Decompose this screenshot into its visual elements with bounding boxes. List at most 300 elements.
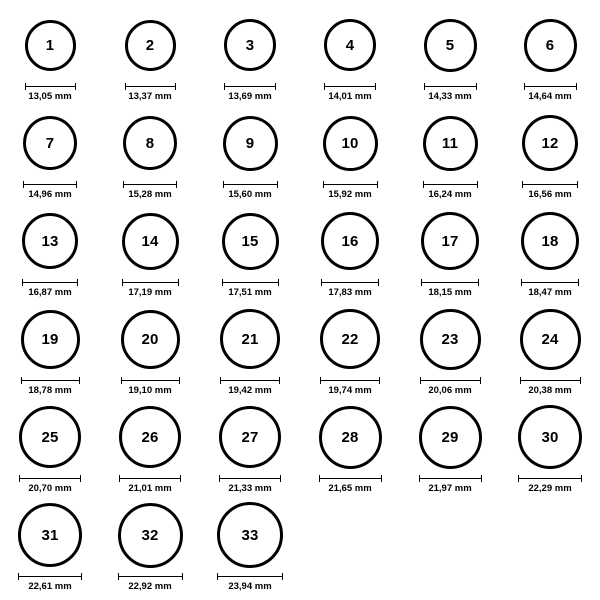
dimension-bar bbox=[123, 184, 177, 185]
ring-circle-icon bbox=[217, 502, 283, 568]
diameter-value: 16,87 mm bbox=[28, 287, 72, 298]
dimension-cap-right bbox=[279, 377, 280, 384]
ring-size-label: 13 bbox=[41, 232, 59, 250]
dimension-cap-right bbox=[277, 181, 278, 188]
dimension-cap-left bbox=[224, 83, 225, 90]
dimension-annotation bbox=[19, 475, 81, 494]
ring-size-cell bbox=[300, 106, 400, 204]
ring-circle-icon bbox=[520, 309, 581, 370]
diameter-value: 15,60 mm bbox=[228, 189, 272, 200]
diameter-value: 19,10 mm bbox=[128, 385, 172, 396]
dimension-cap-right bbox=[577, 181, 578, 188]
ring-size-label: 32 bbox=[141, 526, 159, 544]
diameter-value: 16,24 mm bbox=[428, 189, 472, 200]
ring-circle-wrapper bbox=[18, 498, 82, 572]
dimension-annotation bbox=[520, 377, 581, 396]
dimension-annotation bbox=[222, 279, 279, 298]
ring-circle-wrapper bbox=[224, 8, 276, 82]
ring-circle-icon bbox=[23, 116, 77, 170]
ring-circle-wrapper bbox=[23, 106, 77, 180]
ring-size-cell bbox=[0, 498, 100, 596]
dimension-cap-right bbox=[477, 181, 478, 188]
dimension-cap-right bbox=[578, 279, 579, 286]
dimension-cap-left bbox=[18, 573, 19, 580]
ring-size-label: 33 bbox=[241, 526, 259, 544]
dimension-cap-right bbox=[576, 83, 577, 90]
ring-circle-icon bbox=[421, 212, 479, 270]
ring-circle-icon bbox=[522, 115, 578, 171]
dimension-annotation bbox=[521, 279, 579, 298]
dimension-bar bbox=[224, 86, 276, 87]
ring-circle-wrapper bbox=[25, 8, 76, 82]
diameter-value: 23,94 mm bbox=[228, 581, 272, 592]
dimension-cap-right bbox=[378, 279, 379, 286]
ring-circle-icon bbox=[118, 503, 183, 568]
dimension-line-icon bbox=[25, 83, 76, 90]
ring-circle-wrapper bbox=[518, 400, 582, 474]
dimension-cap-left bbox=[121, 377, 122, 384]
dimension-cap-left bbox=[223, 181, 224, 188]
ring-circle-icon bbox=[22, 213, 78, 269]
ring-size-label: 28 bbox=[341, 428, 359, 446]
ring-circle-wrapper bbox=[223, 106, 278, 180]
diameter-value: 14,33 mm bbox=[428, 91, 472, 102]
dimension-cap-left bbox=[524, 83, 525, 90]
dimension-line-icon bbox=[219, 475, 281, 482]
dimension-bar bbox=[518, 478, 582, 479]
ring-size-cell bbox=[500, 400, 600, 498]
dimension-annotation bbox=[220, 377, 280, 396]
dimension-bar bbox=[18, 576, 82, 577]
ring-size-cell bbox=[300, 8, 400, 106]
dimension-cap-right bbox=[381, 475, 382, 482]
dimension-line-icon bbox=[323, 181, 378, 188]
ring-size-label: 16 bbox=[341, 232, 359, 250]
dimension-cap-right bbox=[182, 573, 183, 580]
ring-circle-icon bbox=[424, 19, 477, 72]
ring-size-cell bbox=[0, 204, 100, 302]
ring-size-label: 11 bbox=[441, 134, 459, 152]
dimension-bar bbox=[217, 576, 283, 577]
dimension-cap-right bbox=[178, 279, 179, 286]
dimension-cap-right bbox=[79, 377, 80, 384]
ring-size-label: 1 bbox=[45, 36, 55, 54]
ring-size-cell bbox=[400, 400, 500, 498]
dimension-cap-left bbox=[125, 83, 126, 90]
dimension-cap-left bbox=[123, 181, 124, 188]
dimension-cap-right bbox=[375, 83, 376, 90]
ring-circle-wrapper bbox=[320, 302, 380, 376]
ring-size-label: 25 bbox=[41, 428, 59, 446]
dimension-annotation bbox=[123, 181, 177, 200]
ring-circle-wrapper bbox=[220, 302, 280, 376]
ring-size-label: 24 bbox=[541, 330, 559, 348]
dimension-cap-right bbox=[77, 279, 78, 286]
dimension-bar bbox=[522, 184, 578, 185]
ring-size-label: 5 bbox=[445, 36, 455, 54]
dimension-bar bbox=[121, 380, 180, 381]
dimension-cap-left bbox=[522, 181, 523, 188]
dimension-cap-left bbox=[319, 475, 320, 482]
dimension-line-icon bbox=[220, 377, 280, 384]
ring-size-label: 31 bbox=[41, 526, 59, 544]
dimension-bar bbox=[420, 380, 481, 381]
ring-size-cell bbox=[200, 204, 300, 302]
dimension-annotation bbox=[420, 377, 481, 396]
dimension-line-icon bbox=[23, 181, 77, 188]
ring-circle-icon bbox=[25, 20, 76, 71]
dimension-cap-right bbox=[377, 181, 378, 188]
ring-circle-icon bbox=[524, 19, 577, 72]
ring-size-cell bbox=[300, 400, 400, 498]
dimension-annotation bbox=[217, 573, 283, 592]
dimension-line-icon bbox=[118, 573, 183, 580]
dimension-line-icon bbox=[320, 377, 380, 384]
dimension-line-icon bbox=[217, 573, 283, 580]
ring-circle-wrapper bbox=[524, 8, 577, 82]
dimension-cap-right bbox=[81, 573, 82, 580]
dimension-line-icon bbox=[125, 83, 176, 90]
dimension-bar bbox=[220, 380, 280, 381]
dimension-cap-left bbox=[424, 83, 425, 90]
ring-circle-icon bbox=[518, 405, 582, 469]
dimension-bar bbox=[321, 282, 379, 283]
dimension-annotation bbox=[22, 279, 78, 298]
diameter-value: 14,01 mm bbox=[328, 91, 372, 102]
ring-size-label: 21 bbox=[241, 330, 259, 348]
dimension-cap-right bbox=[176, 181, 177, 188]
dimension-annotation bbox=[21, 377, 80, 396]
diameter-value: 19,74 mm bbox=[328, 385, 372, 396]
ring-size-cell bbox=[100, 302, 200, 400]
ring-circle-icon bbox=[220, 309, 280, 369]
dimension-line-icon bbox=[423, 181, 478, 188]
ring-size-label: 8 bbox=[145, 134, 155, 152]
ring-circle-icon bbox=[321, 212, 379, 270]
ring-size-label: 3 bbox=[245, 36, 255, 54]
dimension-cap-left bbox=[521, 279, 522, 286]
dimension-line-icon bbox=[324, 83, 376, 90]
ring-size-cell bbox=[500, 106, 600, 204]
ring-size-cell bbox=[200, 302, 300, 400]
dimension-cap-right bbox=[581, 475, 582, 482]
ring-size-label: 14 bbox=[141, 232, 159, 250]
ring-size-cell bbox=[500, 302, 600, 400]
dimension-bar bbox=[25, 86, 76, 87]
dimension-cap-left bbox=[219, 475, 220, 482]
dimension-annotation bbox=[219, 475, 281, 494]
ring-size-label: 9 bbox=[245, 134, 255, 152]
dimension-bar bbox=[223, 184, 278, 185]
ring-circle-wrapper bbox=[217, 498, 283, 572]
ring-circle-wrapper bbox=[219, 400, 281, 474]
ring-size-cell bbox=[300, 302, 400, 400]
dimension-line-icon bbox=[224, 83, 276, 90]
diameter-value: 17,51 mm bbox=[228, 287, 272, 298]
dimension-annotation bbox=[518, 475, 582, 494]
ring-circle-wrapper bbox=[522, 106, 578, 180]
ring-circle-icon bbox=[223, 116, 278, 171]
ring-circle-icon bbox=[324, 19, 376, 71]
ring-circle-wrapper bbox=[520, 302, 581, 376]
dimension-bar bbox=[319, 478, 382, 479]
diameter-value: 22,29 mm bbox=[528, 483, 572, 494]
dimension-line-icon bbox=[521, 279, 579, 286]
diameter-value: 15,28 mm bbox=[128, 189, 172, 200]
dimension-annotation bbox=[323, 181, 378, 200]
dimension-bar bbox=[119, 478, 181, 479]
diameter-value: 13,37 mm bbox=[128, 91, 172, 102]
ring-size-label: 15 bbox=[241, 232, 259, 250]
diameter-value: 13,05 mm bbox=[28, 91, 72, 102]
dimension-bar bbox=[324, 86, 376, 87]
ring-circle-icon bbox=[219, 406, 281, 468]
ring-circle-icon bbox=[119, 406, 181, 468]
ring-circle-wrapper bbox=[121, 302, 180, 376]
ring-size-cell bbox=[0, 400, 100, 498]
diameter-value: 21,01 mm bbox=[128, 483, 172, 494]
dimension-bar bbox=[320, 380, 380, 381]
ring-circle-icon bbox=[18, 503, 82, 567]
ring-size-label: 12 bbox=[541, 134, 559, 152]
ring-circle-wrapper bbox=[125, 8, 176, 82]
dimension-cap-right bbox=[75, 83, 76, 90]
dimension-line-icon bbox=[321, 279, 379, 286]
dimension-cap-right bbox=[481, 475, 482, 482]
diameter-value: 14,96 mm bbox=[28, 189, 72, 200]
ring-circle-icon bbox=[320, 309, 380, 369]
diameter-value: 21,65 mm bbox=[328, 483, 372, 494]
ring-circle-wrapper bbox=[421, 204, 479, 278]
dimension-cap-right bbox=[476, 83, 477, 90]
ring-size-label: 17 bbox=[441, 232, 459, 250]
dimension-bar bbox=[520, 380, 581, 381]
dimension-bar bbox=[22, 282, 78, 283]
dimension-bar bbox=[23, 184, 77, 185]
dimension-cap-right bbox=[80, 475, 81, 482]
ring-circle-icon bbox=[319, 406, 382, 469]
ring-size-label: 2 bbox=[145, 36, 155, 54]
dimension-annotation bbox=[321, 279, 379, 298]
ring-size-cell bbox=[100, 8, 200, 106]
ring-circle-wrapper bbox=[118, 498, 183, 572]
dimension-annotation bbox=[118, 573, 183, 592]
dimension-cap-left bbox=[21, 377, 22, 384]
dimension-line-icon bbox=[119, 475, 181, 482]
ring-size-cell bbox=[0, 106, 100, 204]
dimension-cap-right bbox=[179, 377, 180, 384]
dimension-annotation bbox=[423, 181, 478, 200]
ring-size-cell bbox=[500, 204, 600, 302]
dimension-annotation bbox=[125, 83, 176, 102]
dimension-cap-right bbox=[76, 181, 77, 188]
diameter-value: 22,61 mm bbox=[28, 581, 72, 592]
dimension-cap-right bbox=[379, 377, 380, 384]
dimension-cap-right bbox=[280, 475, 281, 482]
ring-circle-icon bbox=[21, 310, 80, 369]
dimension-cap-left bbox=[420, 377, 421, 384]
ring-circle-wrapper bbox=[521, 204, 579, 278]
dimension-cap-left bbox=[25, 83, 26, 90]
dimension-annotation bbox=[121, 377, 180, 396]
dimension-bar bbox=[424, 86, 477, 87]
dimension-bar bbox=[219, 478, 281, 479]
ring-circle-wrapper bbox=[222, 204, 279, 278]
ring-size-cell bbox=[400, 106, 500, 204]
dimension-cap-right bbox=[478, 279, 479, 286]
dimension-line-icon bbox=[18, 573, 82, 580]
diameter-value: 22,92 mm bbox=[128, 581, 172, 592]
ring-circle-wrapper bbox=[22, 204, 78, 278]
dimension-bar bbox=[222, 282, 279, 283]
dimension-cap-left bbox=[324, 83, 325, 90]
dimension-line-icon bbox=[122, 279, 179, 286]
ring-circle-icon bbox=[125, 20, 176, 71]
ring-size-label: 26 bbox=[141, 428, 159, 446]
diameter-value: 21,33 mm bbox=[228, 483, 272, 494]
diameter-value: 16,56 mm bbox=[528, 189, 572, 200]
dimension-annotation bbox=[23, 181, 77, 200]
dimension-line-icon bbox=[518, 475, 582, 482]
ring-size-cell bbox=[300, 204, 400, 302]
ring-circle-wrapper bbox=[119, 400, 181, 474]
ring-size-label: 30 bbox=[541, 428, 559, 446]
ring-circle-icon bbox=[222, 213, 279, 270]
ring-size-label: 10 bbox=[341, 134, 359, 152]
dimension-cap-left bbox=[118, 573, 119, 580]
dimension-annotation bbox=[122, 279, 179, 298]
dimension-bar bbox=[125, 86, 176, 87]
dimension-cap-left bbox=[321, 279, 322, 286]
dimension-cap-right bbox=[580, 377, 581, 384]
ring-size-cell bbox=[400, 8, 500, 106]
dimension-cap-left bbox=[520, 377, 521, 384]
ring-circle-icon bbox=[521, 212, 579, 270]
dimension-cap-right bbox=[180, 475, 181, 482]
ring-size-cell bbox=[100, 400, 200, 498]
diameter-value: 21,97 mm bbox=[428, 483, 472, 494]
dimension-line-icon bbox=[19, 475, 81, 482]
ring-size-label: 4 bbox=[345, 36, 355, 54]
dimension-annotation bbox=[421, 279, 479, 298]
dimension-bar bbox=[323, 184, 378, 185]
dimension-cap-left bbox=[419, 475, 420, 482]
dimension-line-icon bbox=[419, 475, 482, 482]
dimension-cap-right bbox=[278, 279, 279, 286]
ring-size-cell bbox=[100, 106, 200, 204]
dimension-cap-left bbox=[323, 181, 324, 188]
dimension-annotation bbox=[324, 83, 376, 102]
ring-circle-wrapper bbox=[420, 302, 481, 376]
dimension-cap-left bbox=[518, 475, 519, 482]
dimension-line-icon bbox=[421, 279, 479, 286]
ring-circle-icon bbox=[122, 213, 179, 270]
diameter-value: 18,15 mm bbox=[428, 287, 472, 298]
ring-circle-icon bbox=[123, 116, 177, 170]
dimension-line-icon bbox=[222, 279, 279, 286]
dimension-line-icon bbox=[21, 377, 80, 384]
ring-size-cell bbox=[200, 8, 300, 106]
dimension-bar bbox=[521, 282, 579, 283]
dimension-cap-left bbox=[421, 279, 422, 286]
dimension-cap-left bbox=[122, 279, 123, 286]
ring-circle-wrapper bbox=[424, 8, 477, 82]
ring-circle-wrapper bbox=[423, 106, 478, 180]
ring-size-cell bbox=[100, 498, 200, 596]
dimension-cap-right bbox=[175, 83, 176, 90]
dimension-cap-left bbox=[217, 573, 218, 580]
dimension-annotation bbox=[319, 475, 382, 494]
ring-circle-wrapper bbox=[19, 400, 81, 474]
diameter-value: 15,92 mm bbox=[328, 189, 372, 200]
diameter-value: 17,83 mm bbox=[328, 287, 372, 298]
dimension-cap-right bbox=[275, 83, 276, 90]
dimension-cap-left bbox=[220, 377, 221, 384]
diameter-value: 14,64 mm bbox=[528, 91, 572, 102]
ring-circle-icon bbox=[323, 116, 378, 171]
ring-size-label: 19 bbox=[41, 330, 59, 348]
diameter-value: 20,38 mm bbox=[528, 385, 572, 396]
dimension-annotation bbox=[119, 475, 181, 494]
dimension-cap-right bbox=[282, 573, 283, 580]
ring-size-label: 27 bbox=[241, 428, 259, 446]
dimension-line-icon bbox=[123, 181, 177, 188]
dimension-line-icon bbox=[524, 83, 577, 90]
dimension-bar bbox=[423, 184, 478, 185]
dimension-annotation bbox=[419, 475, 482, 494]
diameter-value: 20,06 mm bbox=[428, 385, 472, 396]
diameter-value: 13,69 mm bbox=[228, 91, 272, 102]
ring-circle-wrapper bbox=[321, 204, 379, 278]
dimension-cap-left bbox=[23, 181, 24, 188]
ring-size-label: 20 bbox=[141, 330, 159, 348]
ring-size-label: 23 bbox=[441, 330, 459, 348]
dimension-cap-left bbox=[19, 475, 20, 482]
ring-circle-icon bbox=[419, 406, 482, 469]
ring-size-cell bbox=[100, 204, 200, 302]
ring-size-cell bbox=[400, 302, 500, 400]
ring-size-label: 22 bbox=[341, 330, 359, 348]
dimension-line-icon bbox=[420, 377, 481, 384]
ring-size-cell bbox=[200, 498, 300, 596]
diameter-value: 18,78 mm bbox=[28, 385, 72, 396]
dimension-bar bbox=[524, 86, 577, 87]
dimension-annotation bbox=[224, 83, 276, 102]
ring-size-cell bbox=[400, 204, 500, 302]
dimension-bar bbox=[118, 576, 183, 577]
ring-size-cell bbox=[200, 400, 300, 498]
ring-size-label: 29 bbox=[441, 428, 459, 446]
ring-circle-icon bbox=[423, 116, 478, 171]
dimension-line-icon bbox=[424, 83, 477, 90]
dimension-bar bbox=[19, 478, 81, 479]
dimension-line-icon bbox=[319, 475, 382, 482]
dimension-annotation bbox=[25, 83, 76, 102]
dimension-bar bbox=[419, 478, 482, 479]
ring-size-cell bbox=[200, 106, 300, 204]
dimension-cap-left bbox=[22, 279, 23, 286]
ring-size-label: 6 bbox=[545, 36, 555, 54]
dimension-line-icon bbox=[22, 279, 78, 286]
ring-size-cell bbox=[500, 8, 600, 106]
ring-circle-wrapper bbox=[323, 106, 378, 180]
dimension-bar bbox=[421, 282, 479, 283]
ring-size-cell bbox=[0, 302, 100, 400]
ring-circle-icon bbox=[121, 310, 180, 369]
diameter-value: 20,70 mm bbox=[28, 483, 72, 494]
ring-circle-wrapper bbox=[122, 204, 179, 278]
ring-size-label: 7 bbox=[45, 134, 55, 152]
